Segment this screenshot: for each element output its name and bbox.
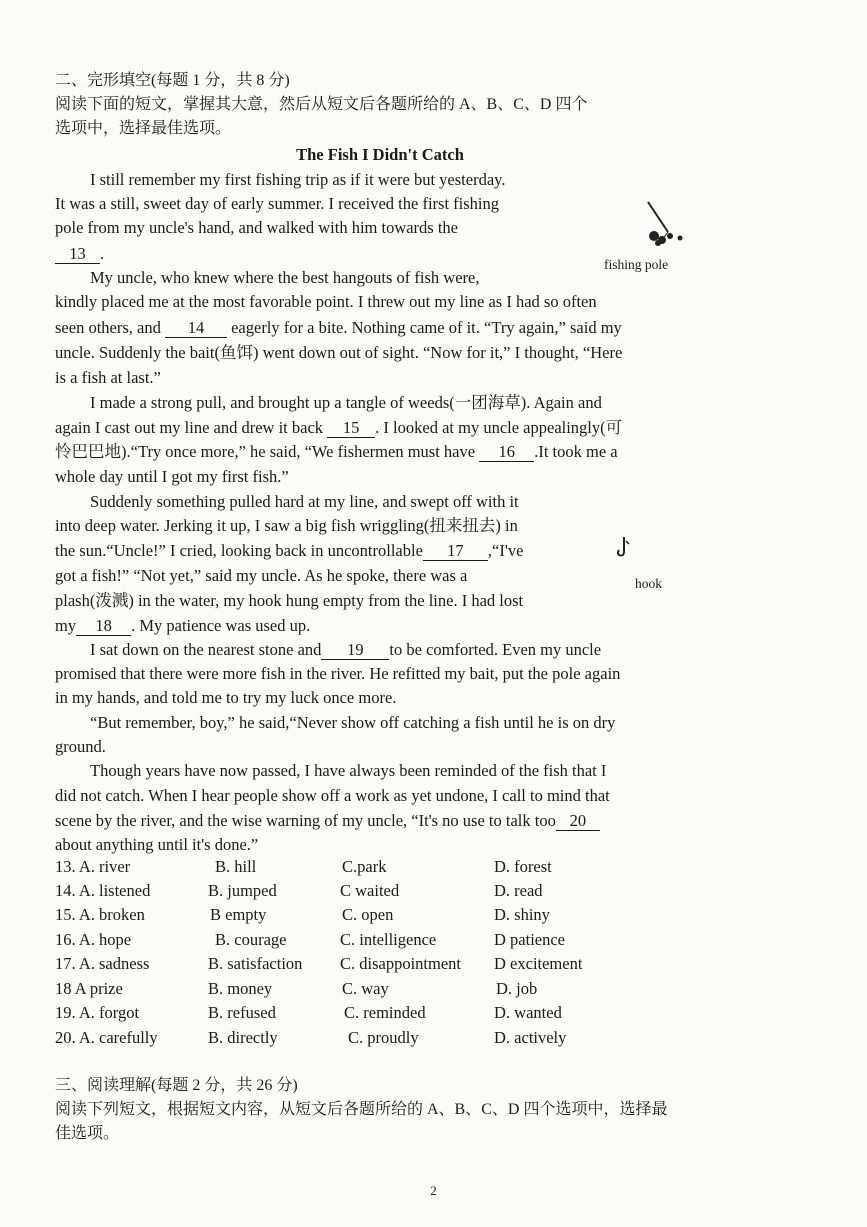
question-14-option-a: 14. A. listened — [55, 881, 151, 900]
blank-14: 14 — [165, 319, 227, 338]
question-18-option-c: C. way — [342, 979, 389, 998]
passage-line: in my hands, and told me to try my luck once more. — [55, 688, 397, 707]
passage-line: about anything until it's done.” — [55, 835, 259, 854]
passage-line: whole day until I got my first fish.” — [55, 467, 289, 486]
passage-line: 怜巴巴地).“Try once more,” he said, “We fishermen must have 16 .It took me a — [55, 442, 618, 461]
passage-line: It was a still, sweet day of early summer. I received the first fishing — [55, 194, 499, 213]
section-3-instructions: 阅读下列短文，根据短文内容，从短文后各题所给的 A、B、C、D 四个选项中，选择最 — [55, 1101, 668, 1118]
passage-line: did not catch. When I hear people show off a work as yet undone, I call to mind that — [55, 786, 610, 805]
passage-line: I sat down on the nearest stone and 19 to be comforted. Even my uncle — [90, 640, 602, 659]
passage-line: Though years have now passed, I have always been reminded of the fish that I — [90, 761, 607, 780]
question-17-option-a: 17. A. sadness — [55, 954, 150, 973]
passage-line: plash(泼溅) in the water, my hook hung empty from the line. I had lost — [55, 591, 524, 610]
passage-line: seen others, and 14 eagerly for a bite. Nothing came of it. “Try again,” said my — [55, 318, 622, 337]
passage-line: scene by the river, and the wise warning of my uncle, “It's no use to talk too 20 — [55, 809, 600, 833]
page-number: 2 — [430, 1183, 437, 1198]
question-13-option-c: C.park — [342, 857, 387, 876]
question-18-option-b: B. money — [208, 979, 273, 998]
hook-caption: hook — [635, 576, 662, 591]
question-16-option-c: C. intelligence — [340, 930, 437, 949]
passage-line: my 18 . My patience was used up. — [55, 616, 311, 635]
question-17-option-c: C. disappointment — [340, 954, 461, 973]
passage-line: 13 . — [55, 242, 104, 266]
section-2-instructions-cont: 选项中，选择最佳选项。 — [55, 120, 232, 137]
section-3-header: 三、阅读理解(每题 2 分，共 26 分) — [55, 1077, 298, 1094]
question-16-option-d: D patience — [494, 930, 566, 949]
question-16-option-b: B. courage — [215, 930, 287, 949]
question-18-option-a: 18 A prize — [55, 979, 123, 998]
question-15-option-a: 15. A. broken — [55, 905, 145, 924]
question-16-option-a: 16. A. hope — [55, 930, 132, 949]
question-13-option-d: D. forest — [494, 857, 552, 876]
section-3-instructions-cont: 佳选项。 — [55, 1125, 120, 1142]
passage-line: the sun.“Uncle!” I cried, looking back in uncontrollable 17 ,“I've — [55, 541, 524, 560]
passage-line: My uncle, who knew where the best hangouts of fish were, — [90, 268, 480, 287]
question-20-option-a: 20. A. carefully — [55, 1028, 158, 1047]
passage-line: ground. — [55, 737, 106, 756]
question-15-option-b: B empty — [210, 905, 267, 924]
passage-line: Suddenly something pulled hard at my line, and swept off with it — [90, 492, 519, 511]
question-19-option-b: B. refused — [208, 1003, 276, 1022]
passage-line: uncle. Suddenly the bait(鱼饵) went down out of sight. “Now for it,” I thought, “Here — [55, 343, 623, 362]
question-18-option-d: D. job — [496, 979, 538, 998]
passage-title: The Fish I Didn't Catch — [296, 145, 464, 164]
question-20-option-c: C. proudly — [348, 1028, 419, 1047]
fish-hook-icon — [614, 535, 634, 561]
question-13-option-a: 13. A. river — [55, 857, 131, 876]
question-13-option-b: B. hill — [215, 857, 257, 876]
passage-line: I made a strong pull, and brought up a tangle of weeds(一团海草). Again and — [90, 393, 602, 412]
passage-line: again I cast out my line and drew it back 15 . I looked at my uncle appealingly(可 — [55, 418, 623, 437]
passage-line: pole from my uncle's hand, and walked with him towards the — [55, 218, 459, 237]
question-19-option-c: C. reminded — [344, 1003, 426, 1022]
fishing-pole-caption: fishing pole — [604, 257, 669, 272]
passage-line: “But remember, boy,” he said,“Never show off catching a fish until he is on dry — [90, 713, 616, 732]
section-2-instructions: 阅读下面的短文，掌握其大意，然后从短文后各题所给的 A、B、C、D 四个 — [55, 96, 588, 113]
question-19-option-d: D. wanted — [494, 1003, 562, 1022]
question-15-option-c: C. open — [342, 905, 394, 924]
passage-line: I still remember my first fishing trip as if it were but yesterday. — [90, 170, 506, 189]
section-2-header: 二、完形填空(每题 1 分，共 8 分) — [55, 72, 290, 89]
passage-line: got a fish!” “Not yet,” said my uncle. As he spoke, there was a — [55, 566, 468, 585]
question-20-option-d: D. actively — [494, 1028, 567, 1047]
question-17-option-d: D excitement — [494, 954, 583, 973]
blank-17: 17 — [423, 542, 488, 561]
question-14-option-d: D. read — [494, 881, 543, 900]
question-14-option-b: B. jumped — [208, 881, 277, 900]
blank-19: 19 — [321, 641, 389, 660]
question-14-option-c: C waited — [340, 881, 400, 900]
blank-20: 20 — [556, 812, 600, 831]
passage-line: kindly placed me at the most favorable point. I threw out my line as I had so often — [55, 292, 597, 311]
blank-13: 13 — [55, 245, 100, 264]
fishing-pole-icon — [640, 200, 690, 250]
question-15-option-d: D. shiny — [494, 905, 550, 924]
passage-line: into deep water. Jerking it up, I saw a big fish wriggling(扭来扭去) in — [55, 516, 518, 535]
passage-line: is a fish at last.” — [55, 368, 161, 387]
blank-16: 16 — [479, 443, 534, 462]
question-17-option-b: B. satisfaction — [208, 954, 303, 973]
question-20-option-b: B. directly — [208, 1028, 278, 1047]
blank-15: 15 — [327, 419, 375, 438]
question-19-option-a: 19. A. forgot — [55, 1003, 140, 1022]
blank-18: 18 — [76, 617, 131, 636]
passage-line: promised that there were more fish in the river. He refitted my bait, put the pole again — [55, 664, 621, 683]
